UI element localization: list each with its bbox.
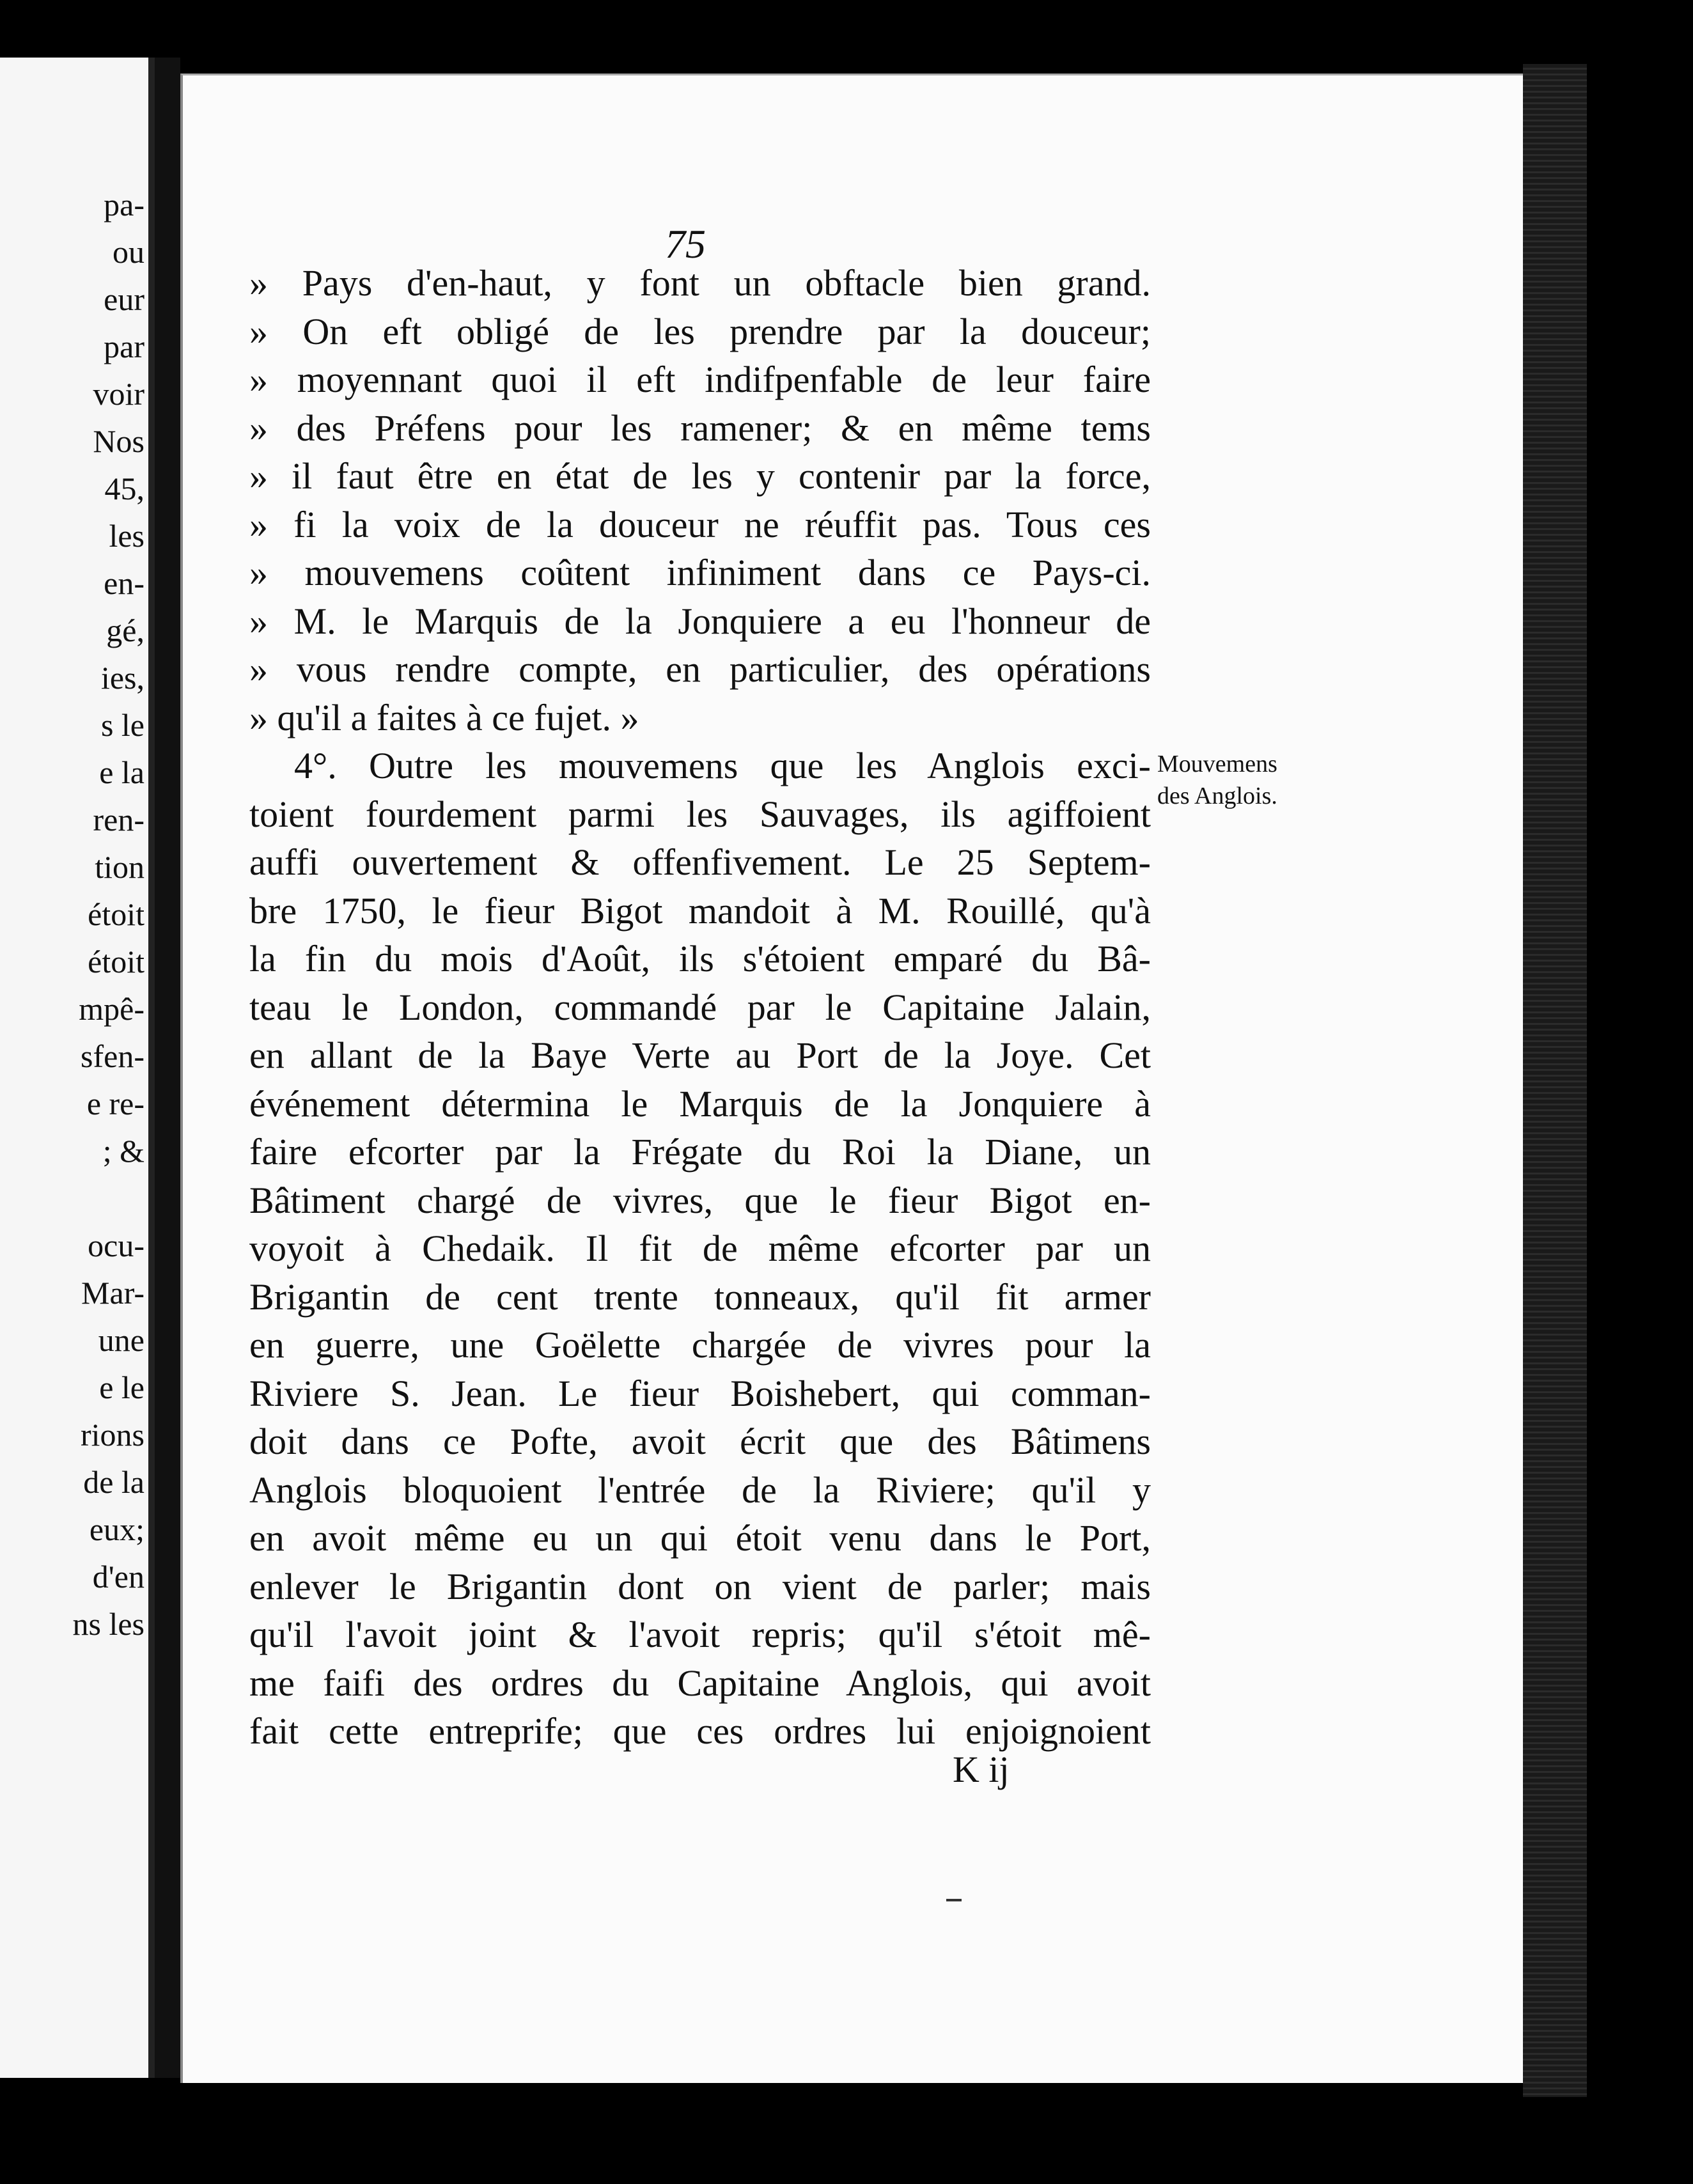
text-line: doit dans ce Pofte, avoit écrit que des Bâtimens <box>249 1421 1151 1462</box>
left-page-fragment: ; & <box>102 1133 144 1169</box>
text-line: me faifi des ordres du Capitaine Anglois, qui avoit <box>249 1662 1151 1704</box>
text-line: qu'il l'avoit joint & l'avoit repris; qu'il s'étoit mê- <box>249 1614 1151 1655</box>
left-page-fragment: pa- <box>104 187 144 222</box>
text-line: » fi la voix de la douceur ne réuffit pas. Tous ces <box>249 503 1151 545</box>
left-page-fragment: une <box>98 1322 144 1358</box>
left-page-fragment: ren- <box>93 802 144 838</box>
left-page-fragment: Nos <box>93 423 144 459</box>
text-line: Anglois bloquoient l'entrée de la Riviere; qu'il y <box>249 1469 1151 1511</box>
margin-note-line: des Anglois. <box>1157 783 1277 809</box>
left-page-fragment: ies, <box>100 660 144 696</box>
page-edge <box>1523 64 1587 2097</box>
text-line: en allant de la Baye Verte au Port de la Joye. Cet <box>249 1034 1151 1076</box>
text-line: » Pays d'en-haut, y font un obftacle bien grand. <box>249 262 1151 304</box>
text-line: faire efcorter par la Frégate du Roi la Diane, un <box>249 1131 1151 1173</box>
text-line: Bâtiment chargé de vivres, que le fieur Bigot en- <box>249 1179 1151 1221</box>
left-page-fragment: de la <box>83 1464 144 1500</box>
left-page-fragment: Mar- <box>81 1275 144 1311</box>
text-line: enlever le Brigantin dont on vient de parler; mais <box>249 1565 1151 1607</box>
left-page-fragment: voir <box>93 376 144 412</box>
text-line: » il faut être en état de les y contenir par la force, <box>249 455 1151 497</box>
page-number: 75 <box>665 221 706 267</box>
signature-mark: K ij <box>953 1749 1010 1790</box>
book-gutter <box>155 58 180 2078</box>
left-page-fragment: tion <box>95 849 144 885</box>
left-page-fragment: rions <box>81 1417 144 1453</box>
text-line: » moyennant quoi il eft indifpenfable de leur faire <box>249 359 1151 400</box>
left-page-fragment: ocu- <box>88 1228 144 1263</box>
text-line: voyoit à Chedaik. Il fit de même efcorter par un <box>249 1228 1151 1269</box>
text-line: » M. le Marquis de la Jonquiere a eu l'honneur de <box>249 600 1151 642</box>
left-page-fragment: étoit <box>88 944 144 979</box>
text-line: » On eft obligé de les prendre par la douceur; <box>249 310 1151 352</box>
left-page-fragment: ou <box>113 234 144 270</box>
text-line: 4°. Outre les mouvemens que les Anglois exci- <box>294 745 1151 786</box>
left-page-fragment: e la <box>99 754 144 790</box>
text-line: auffi ouvertement & offenfivement. Le 25 Septem- <box>249 841 1151 883</box>
text-line: Riviere S. Jean. Le fieur Boishebert, qui comman- <box>249 1372 1151 1414</box>
left-page-fragment: eur <box>104 281 144 317</box>
text-line: » des Préfens pour les ramener; & en même tems <box>249 407 1151 449</box>
margin-note-line: Mouvemens <box>1157 751 1277 777</box>
body-text <box>249 259 1151 1756</box>
text-line: en guerre, une Goëlette chargée de vivres pour la <box>249 1324 1151 1366</box>
left-page-fragment: les <box>109 518 144 554</box>
text-line: » qu'il a faites à ce fujet. » <box>249 696 639 738</box>
text-line: événement détermina le Marquis de la Jonquiere à <box>249 1082 1151 1125</box>
text-line: toient fourdement parmi les Sauvages, ils agiffoient <box>249 793 1151 835</box>
left-page-fragment: par <box>104 329 144 364</box>
text-line: fait cette entreprife; que ces ordres lui enjoignoient <box>249 1710 1151 1752</box>
left-page-fragment: sfen- <box>81 1038 144 1074</box>
left-page-fragment: ns les <box>72 1606 144 1642</box>
text-line: » vous rendre compte, en particulier, des opérations <box>249 648 1151 690</box>
left-page-fragment: s le <box>100 707 144 743</box>
left-page-fragment: en- <box>104 565 144 601</box>
text-line: » mouvemens coûtent infiniment dans ce Pays-ci. <box>249 552 1151 593</box>
text-line: bre 1750, le fieur Bigot mandoit à M. Rouillé, qu'à <box>249 889 1151 932</box>
left-page <box>0 58 155 2078</box>
text-line: la fin du mois d'Août, ils s'étoient emparé du Bâ- <box>249 938 1151 979</box>
left-page-fragment: e le <box>99 1369 144 1405</box>
text-line: Brigantin de cent trente tonneaux, qu'il fit armer <box>249 1275 1151 1318</box>
left-page-fragment: mpê- <box>79 991 144 1027</box>
left-page-fragment: 45, <box>104 471 144 506</box>
margin-note <box>1157 748 1349 812</box>
text-line: teau le London, commandé par le Capitaine Jalain, <box>249 986 1151 1028</box>
left-page-fragment: gé, <box>106 612 144 648</box>
dash-mark <box>946 1899 962 1901</box>
left-page-fragment: eux; <box>89 1511 144 1547</box>
left-page-fragment: d'en <box>92 1559 144 1595</box>
left-page-fragment: e re- <box>86 1086 144 1121</box>
text-line: en avoit même eu un qui étoit venu dans le Port, <box>249 1517 1151 1559</box>
left-page-fragment: étoit <box>88 896 144 932</box>
